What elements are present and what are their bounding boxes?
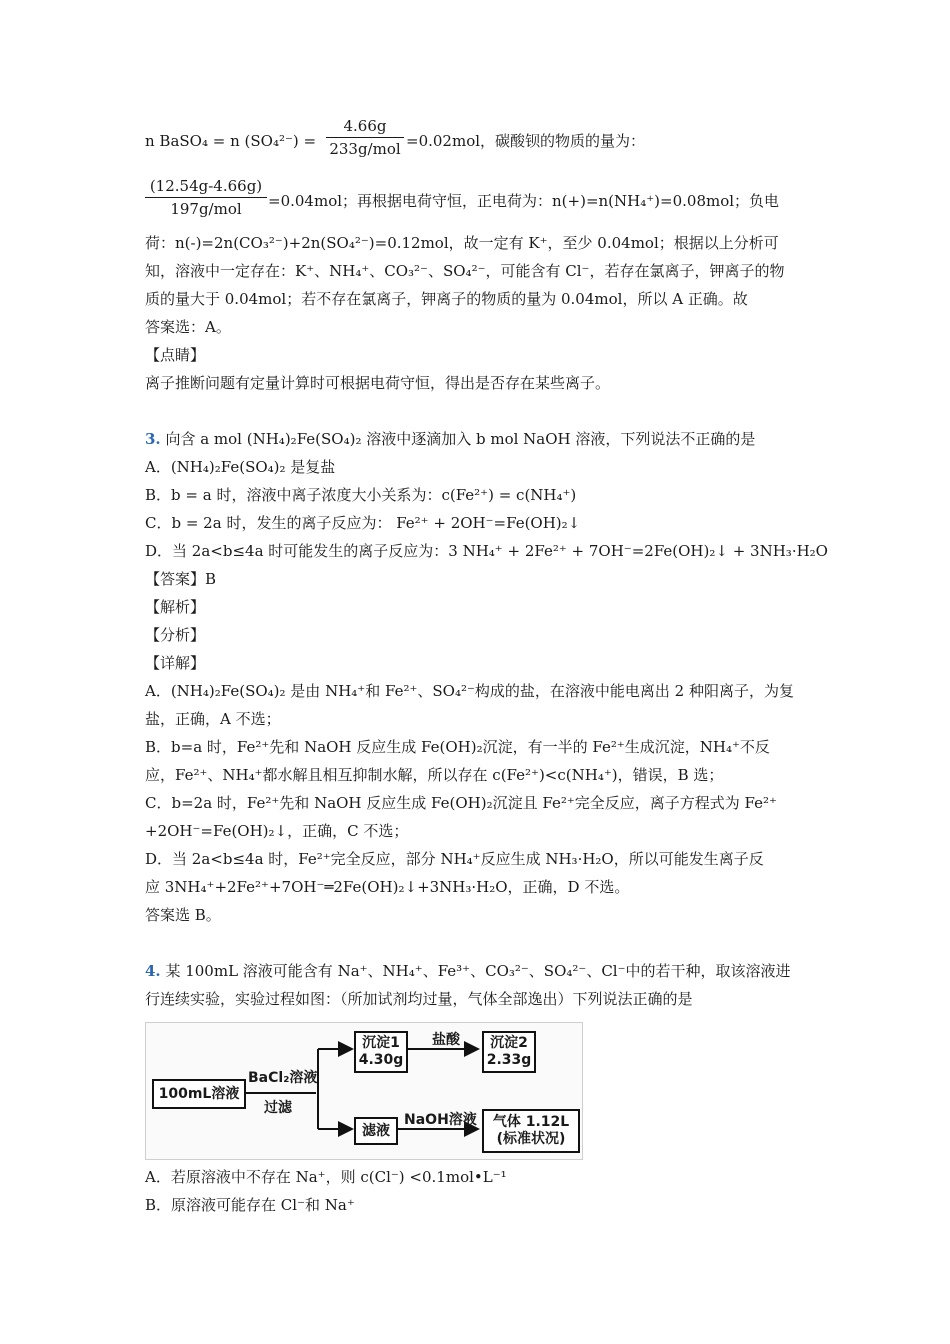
eq1-rhs: =0.02mol，碳酸钡的物质的量为： xyxy=(406,132,646,150)
para-line: 质的量大于 0.04mol；若不存在氯离子，钾离子的物质的量为 0.04mol，所以 A 正确。故 xyxy=(145,290,748,308)
eq2-numerator: (12.54g-4.66g) xyxy=(149,177,263,195)
tip-heading: 【点睛】 xyxy=(145,346,206,364)
q3-detail-line: 答案选 B。 xyxy=(145,906,221,924)
q3-fenxi-heading: 【分析】 xyxy=(145,626,206,644)
q3-stem: 向含 a mol (NH₄)₂Fe(SO₄)₂ 溶液中逐滴加入 b mol NaOH 溶液，下列说法不正确的是 xyxy=(165,430,756,448)
q4-number: 4. xyxy=(145,962,161,980)
q3-option-d: D．当 2a<b≤4a 时可能发生的离子反应为：3 NH₄⁺ + 2Fe²⁺ + 7OH⁻=2Fe(OH)₂↓ + 3NH₃·H₂O xyxy=(145,542,828,560)
precipitate1-label: 沉淀1 xyxy=(362,1035,400,1051)
experiment-flow-diagram xyxy=(145,1022,583,1160)
precipitate1-mass: 4.30g xyxy=(358,1052,404,1068)
q3-detail-line: B．b=a 时，Fe²⁺先和 NaOH 反应生成 Fe(OH)₂沉淀，有一半的 Fe²⁺生成沉淀，NH₄⁺不反 xyxy=(145,738,770,756)
eq1-fraction xyxy=(326,116,404,159)
q4-stem: 某 100mL 溶液可能含有 Na⁺、NH₄⁺、Fe³⁺、CO₃²⁻、SO₄²⁻、Cl⁻中的若干种，取该溶液进 xyxy=(165,962,791,980)
gas-volume-label: 气体 1.12L xyxy=(492,1114,570,1130)
q3-detail-heading: 【详解】 xyxy=(145,654,206,672)
filter-label: 过滤 xyxy=(264,1100,292,1116)
q4-stem-line xyxy=(145,960,810,982)
para-line: 荷：n(-)=2n(CO₃²⁻)+2n(SO₄²⁻)=0.12mol，故一定有 K⁺，至少 0.04mol；根据以上分析可 xyxy=(145,234,779,252)
start-solution-label: 100mL溶液 xyxy=(158,1085,240,1102)
start-solution-box xyxy=(152,1079,246,1109)
q3-option-b: B．b = a 时，溶液中离子浓度大小关系为：c(Fe²⁺) = c(NH₄⁺) xyxy=(145,486,577,504)
fraction-bar xyxy=(145,197,267,198)
precipitate2-box xyxy=(482,1031,536,1073)
q3-option-a: A．(NH₄)₂Fe(SO₄)₂ 是复盐 xyxy=(145,458,336,476)
standard-conditions-label: (标准状况) xyxy=(496,1131,566,1147)
eq1-denominator: 233g/mol xyxy=(329,140,401,158)
q3-number: 3. xyxy=(145,430,161,448)
filtrate-box xyxy=(354,1117,398,1145)
tip-text: 离子推断问题有定量计算时可根据电荷守恒，得出是否存在某些离子。 xyxy=(145,374,611,392)
q3-detail-line: A．(NH₄)₂Fe(SO₄)₂ 是由 NH₄⁺和 Fe²⁺、SO₄²⁻构成的盐，在溶液中能电离出 2 种阳离子，为复 xyxy=(145,682,794,700)
q4-option-b: B．原溶液可能存在 Cl⁻和 Na⁺ xyxy=(145,1196,355,1214)
q4-option-a: A．若原溶液中不存在 Na⁺，则 c(Cl⁻) <0.1mol•L⁻¹ xyxy=(145,1168,507,1186)
naoh-solution-label: NaOH溶液 xyxy=(404,1112,477,1128)
reagent-bacl2-label: BaCl₂溶液 xyxy=(248,1070,318,1086)
hydrochloric-acid-label: 盐酸 xyxy=(432,1032,460,1048)
fraction-bar xyxy=(326,137,404,138)
precipitate2-label: 沉淀2 xyxy=(490,1035,528,1051)
eq2-fraction xyxy=(145,176,267,219)
para-line: 知，溶液中一定存在：K⁺、NH₄⁺、CO₃²⁻、SO₄²⁻，可能含有 Cl⁻，若存在氯离子，钾离子的物 xyxy=(145,262,785,280)
q3-detail-line: 盐，正确，A 不选； xyxy=(145,710,281,728)
q3-option-c: C．b = 2a 时，发生的离子反应为： Fe²⁺ + 2OH⁻=Fe(OH)₂↓ xyxy=(145,514,581,532)
q3-detail-line: C．b=2a 时，Fe²⁺先和 NaOH 反应生成 Fe(OH)₂沉淀且 Fe²⁺完全反应，离子方程式为 Fe²⁺ xyxy=(145,794,777,812)
para-line: 答案选：A。 xyxy=(145,318,231,336)
q3-detail-line: 应，Fe²⁺、NH₄⁺都水解且相互抑制水解，所以存在 c(Fe²⁺)<c(NH₄⁺)，错误，B 选； xyxy=(145,766,724,784)
eq2-rhs: =0.04mol；再根据电荷守恒，正电荷为：n(+)=n(NH₄⁺)=0.08mol；负电 xyxy=(268,192,780,210)
q3-stem-line xyxy=(145,428,810,450)
filtrate-label: 滤液 xyxy=(362,1122,390,1139)
gas-box xyxy=(482,1109,580,1153)
precipitate1-box xyxy=(354,1031,408,1073)
q3-detail-line: +2OH⁻=Fe(OH)₂↓，正确，C 不选； xyxy=(145,822,409,840)
eq1-lhs: n BaSO₄ = n (SO₄²⁻) = xyxy=(145,132,317,150)
q3-answer: 【答案】B xyxy=(145,570,217,588)
precipitate2-mass: 2.33g xyxy=(486,1052,532,1068)
q3-detail-line: D．当 2a<b≤4a 时，Fe²⁺完全反应，部分 NH₄⁺反应生成 NH₃·H₂O，所以可能发生离子反 xyxy=(145,850,764,868)
eq2-denominator: 197g/mol xyxy=(170,200,242,218)
q3-detail-line: 应 3NH₄⁺+2Fe²⁺+7OH⁻═2Fe(OH)₂↓+3NH₃·H₂O，正确，D 不选。 xyxy=(145,878,630,896)
q3-analysis-heading: 【解析】 xyxy=(145,598,206,616)
eq1-numerator: 4.66g xyxy=(343,117,387,135)
q4-stem-line: 行连续实验，实验过程如图：（所加试剂均过量，气体全部逸出）下列说法正确的是 xyxy=(145,990,693,1008)
